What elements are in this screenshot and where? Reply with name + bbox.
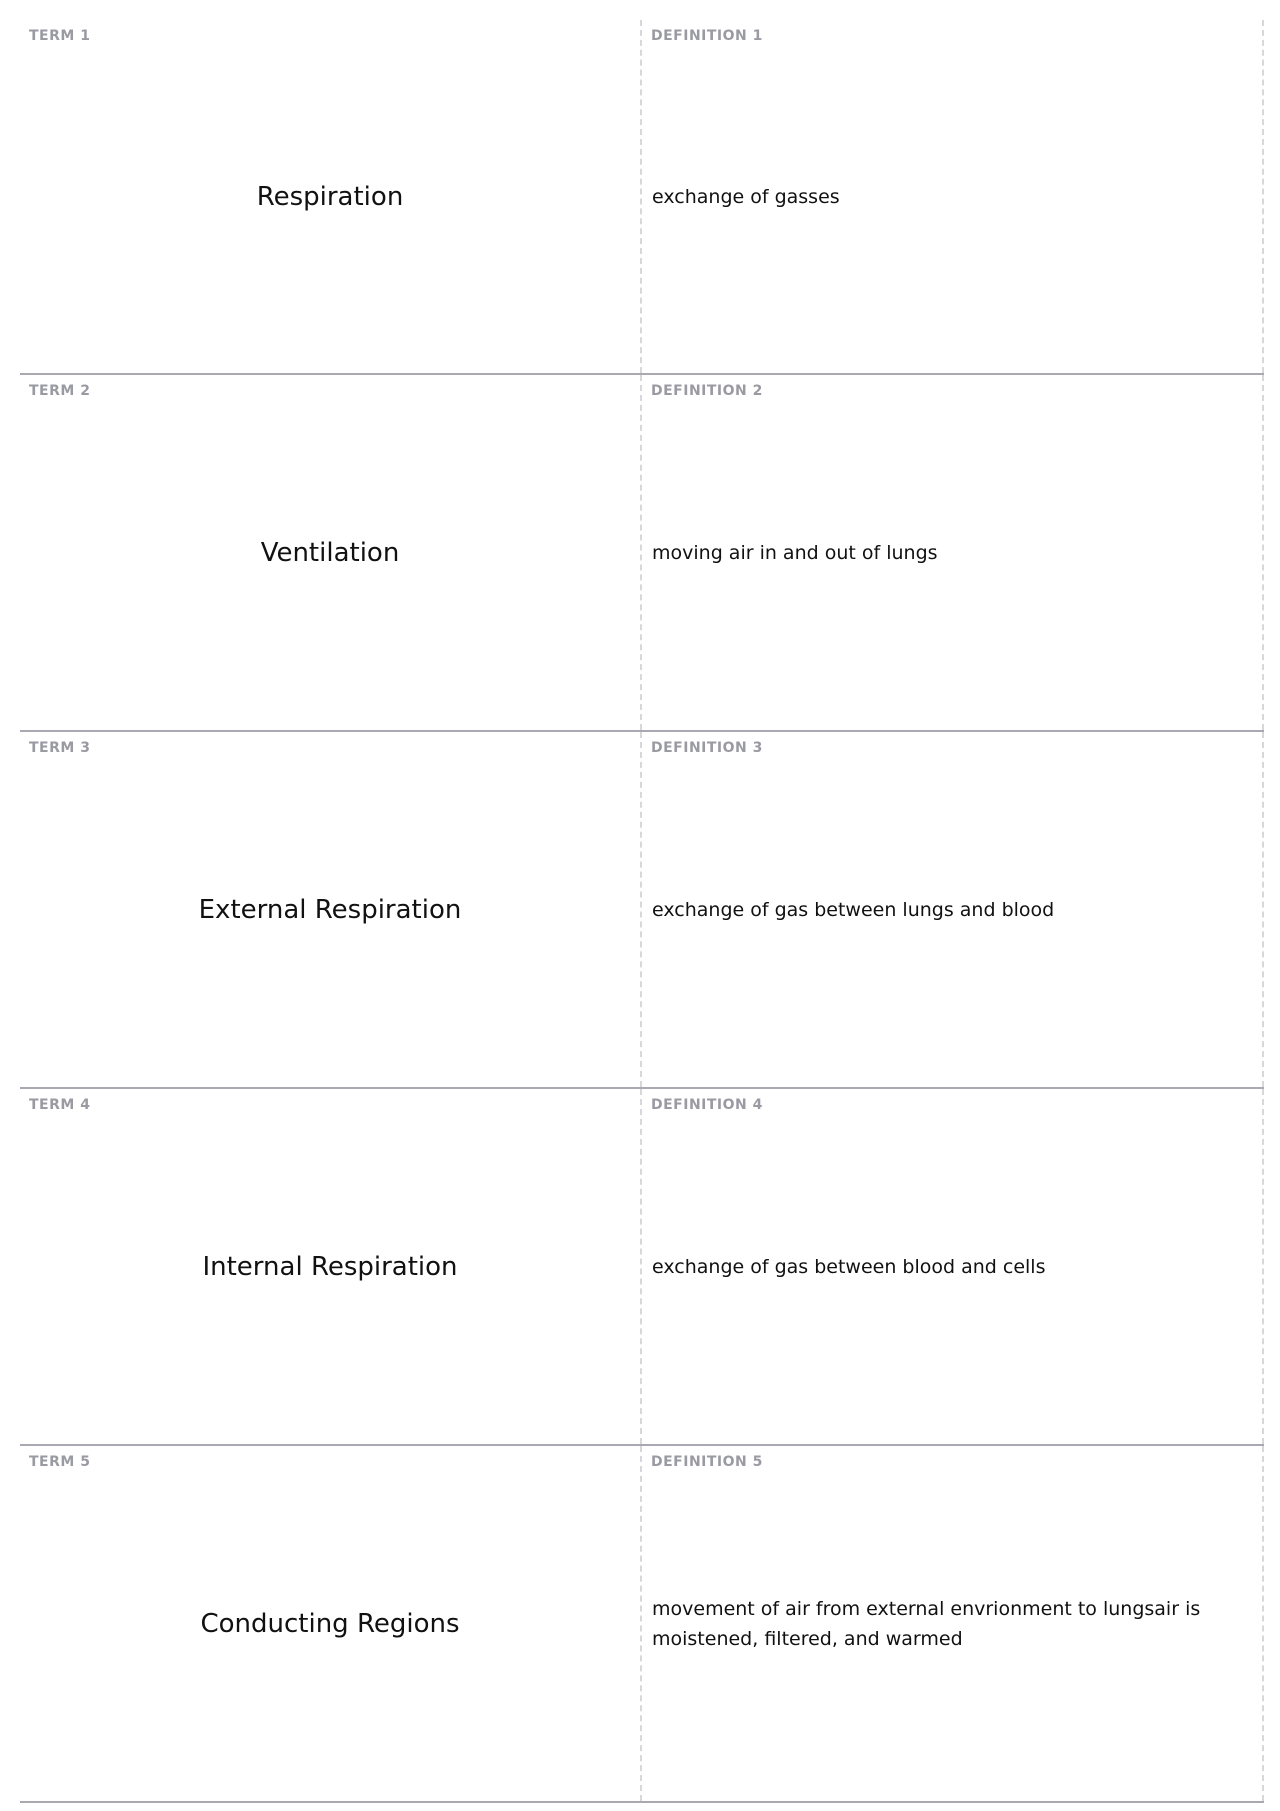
term-label: TERM 3: [29, 740, 91, 756]
definition-label: DEFINITION 1: [651, 28, 763, 44]
definition-text: exchange of gas between lungs and blood: [652, 898, 1055, 921]
term-text: Internal Respiration: [202, 1251, 458, 1282]
term-text: External Respiration: [198, 894, 462, 925]
term-text: Conducting Regions: [200, 1608, 460, 1639]
definition-cell: [642, 1089, 1264, 1444]
term-cell: [20, 1446, 642, 1801]
flashcard-row: [20, 375, 1264, 732]
flashcard-row: [20, 732, 1264, 1089]
flashcard-row: [20, 1089, 1264, 1446]
definition-label: DEFINITION 5: [651, 1454, 763, 1470]
definition-text: exchange of gas between blood and cells: [652, 1255, 1046, 1278]
definition-label: DEFINITION 2: [651, 383, 763, 399]
definition-cell: [642, 1446, 1264, 1801]
definition-text: moving air in and out of lungs: [652, 541, 938, 564]
term-text: Respiration: [256, 181, 404, 212]
definition-cell: [642, 375, 1264, 730]
definition-cell: [642, 732, 1264, 1087]
definition-label: DEFINITION 3: [651, 740, 763, 756]
definition-text: movement of air from external envrionment to lungsair is moistened, filtered, and warmed: [652, 1597, 1201, 1650]
term-cell: [20, 1089, 642, 1444]
term-text: Ventilation: [260, 537, 400, 568]
term-cell: [20, 732, 642, 1087]
definition-text: exchange of gasses: [652, 185, 840, 208]
definition-cell: [642, 20, 1264, 373]
term-cell: [20, 20, 642, 373]
term-label: TERM 1: [29, 28, 91, 44]
term-label: TERM 2: [29, 383, 91, 399]
term-label: TERM 5: [29, 1454, 91, 1470]
flashcard-row: [20, 1446, 1264, 1803]
term-cell: [20, 375, 642, 730]
flashcard-sheet: [20, 20, 1264, 1800]
term-label: TERM 4: [29, 1097, 91, 1113]
flashcard-row: [20, 20, 1264, 375]
definition-label: DEFINITION 4: [651, 1097, 763, 1113]
